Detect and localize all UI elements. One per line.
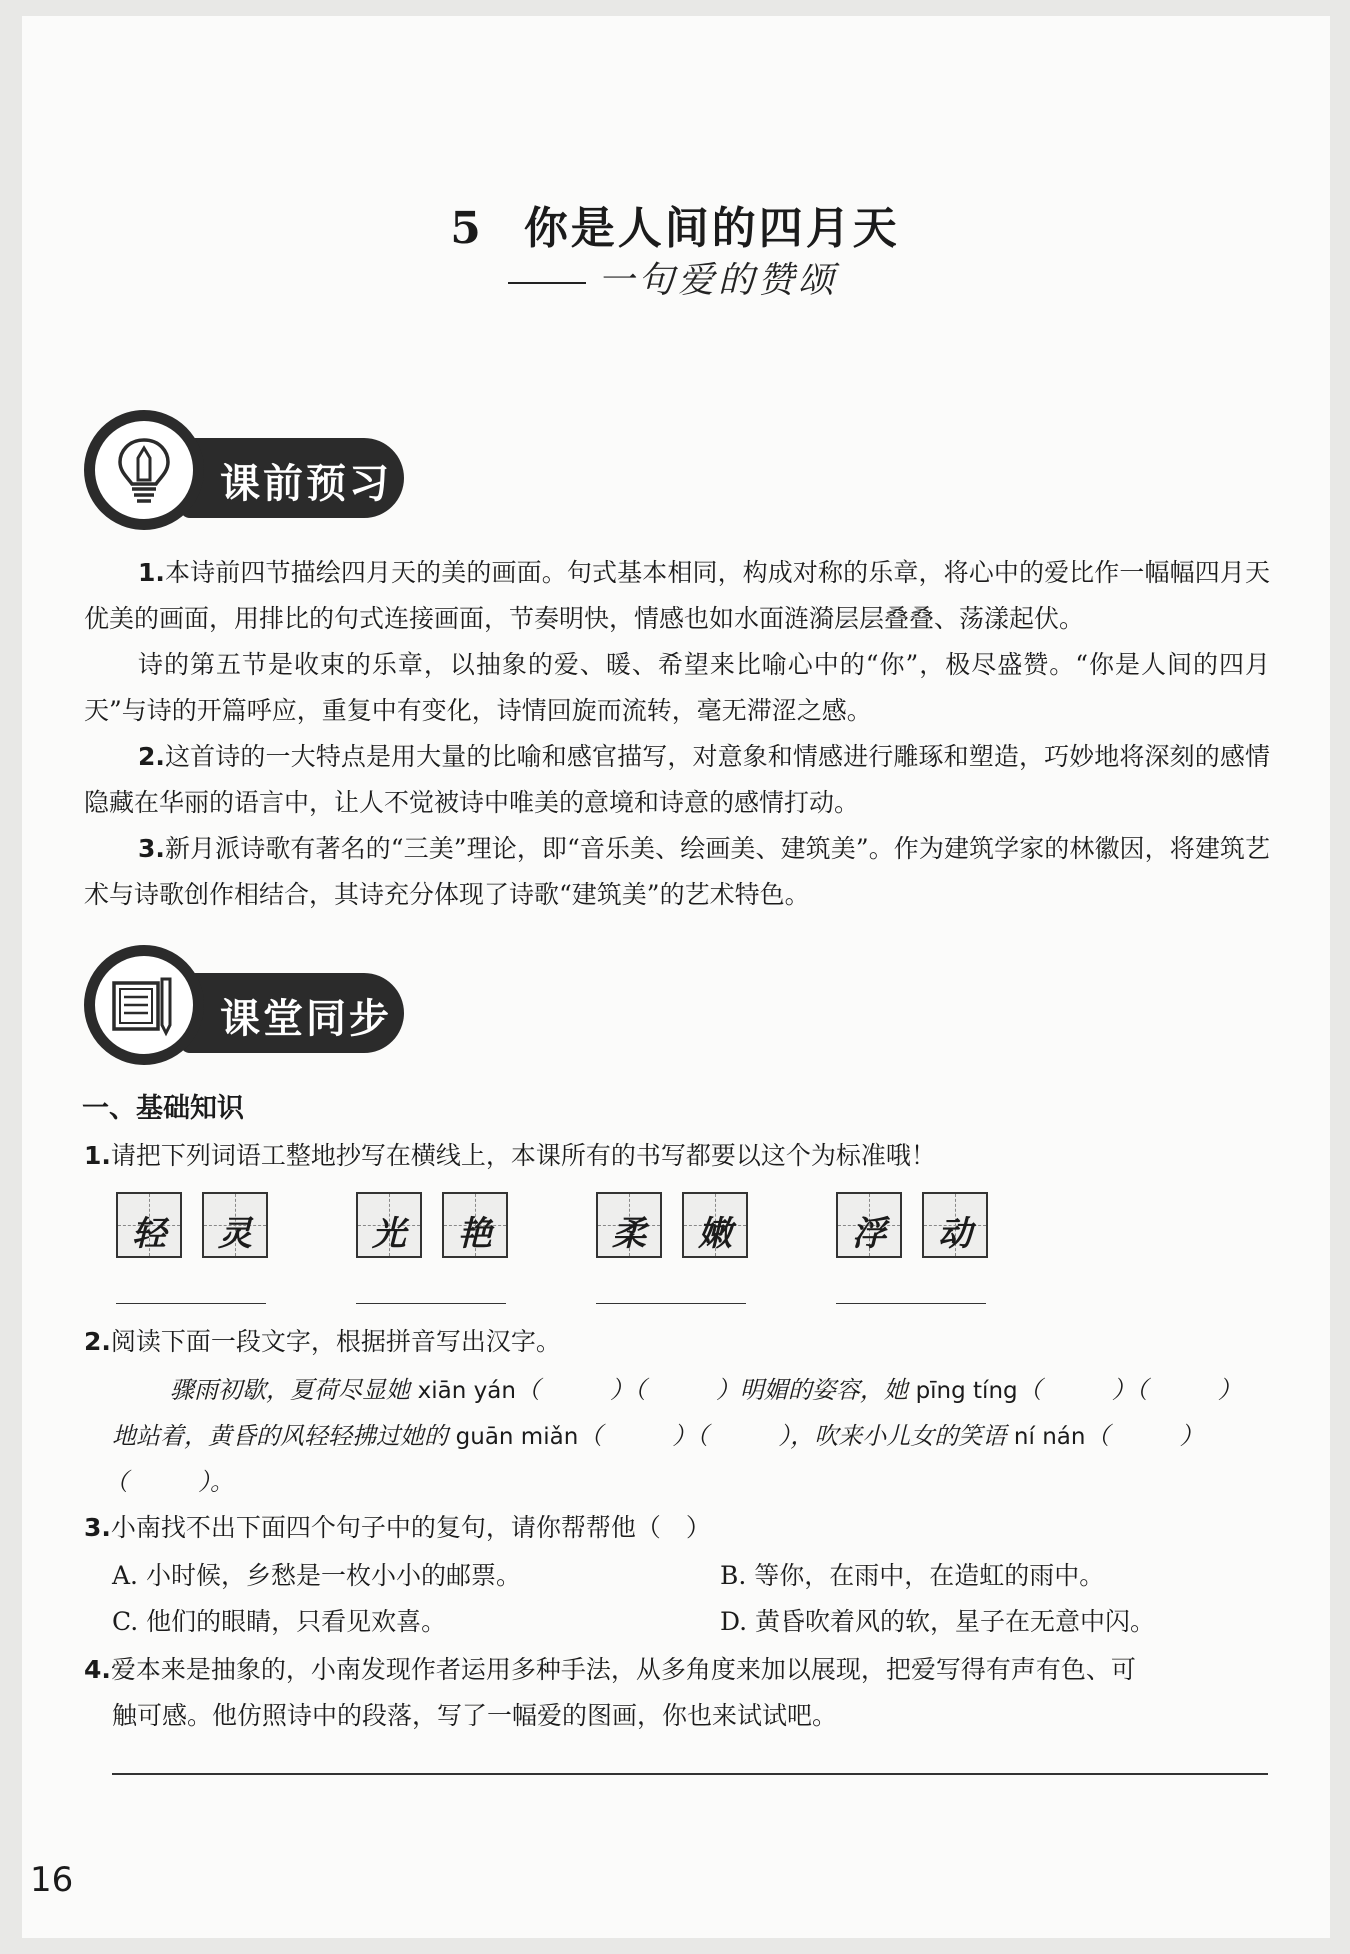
- page-number: 16: [30, 1860, 74, 1900]
- preview-item: [84, 826, 1270, 918]
- pinyin: pīng tíng: [915, 1378, 1018, 1404]
- section-badge-classroom: [84, 945, 404, 1065]
- q2-line-1: 骤雨初歇，夏荷尽显她 xiān yán（ ）（ ）明媚的姿容，她 pīng tíng（ ）（ ）: [170, 1376, 1242, 1404]
- subtitle-dash: [508, 282, 586, 284]
- writing-line[interactable]: [836, 1303, 986, 1304]
- item-number: 2.: [138, 742, 165, 771]
- answer-line[interactable]: [112, 1773, 1268, 1775]
- q2-text: ，吹来小儿女的笑语: [790, 1422, 1007, 1450]
- item-text: 新月派诗歌有著名的“三美”理论，即“音乐美、绘画美、建筑美”。作为建筑学家的林徽因，将建筑艺术与诗歌创作相结合，其诗充分体现了诗歌“建筑美”的艺术特色。: [84, 834, 1270, 909]
- char-box: [356, 1192, 422, 1258]
- preview-text: [84, 550, 1270, 918]
- char: 浮: [852, 1214, 886, 1254]
- char: 光: [372, 1214, 406, 1254]
- question-text: 请把下列词语工整地抄写在横线上，本课所有的书写都要以这个为标准哦！: [110, 1141, 936, 1170]
- question-text: 阅读下面一段文字，根据拼音写出汉字。: [110, 1327, 561, 1356]
- char-box: [116, 1192, 182, 1258]
- option-a[interactable]: A. 小时候，乡愁是一枚小小的邮票。: [112, 1561, 521, 1590]
- q2-line-3: （ ）。: [104, 1468, 234, 1496]
- question-3: [84, 1508, 711, 1544]
- question-4-line-2: 触可感。他仿照诗中的段落，写了一幅爱的图画，你也来试试吧。: [112, 1701, 838, 1730]
- q2-text: 。: [210, 1468, 234, 1496]
- char-box: [202, 1192, 268, 1258]
- preview-item: [84, 550, 1270, 642]
- char: 轻: [132, 1214, 166, 1254]
- item-text: 这首诗的一大特点是用大量的比喻和感官描写，对意象和情感进行雕琢和塑造，巧妙地将深刻的感情隐藏在华丽的语言中，让人不觉被诗中唯美的意境和诗意的感情打动。: [84, 742, 1270, 817]
- char-box: [682, 1192, 748, 1258]
- char: 灵: [218, 1214, 252, 1254]
- lesson-subtitle-text: 一句爱的赞颂: [598, 260, 839, 301]
- option-c[interactable]: C. 他们的眼睛，只看见欢喜。: [112, 1607, 447, 1636]
- writing-line[interactable]: [356, 1303, 506, 1304]
- section-heading: 一、基础知识: [82, 1093, 244, 1124]
- question-number: 4.: [84, 1655, 111, 1684]
- q2-text: 骤雨初歇，夏荷尽显她: [170, 1376, 410, 1404]
- badge-label: 课堂同步: [220, 996, 392, 1042]
- question-4: [84, 1650, 1274, 1686]
- question-2: [84, 1322, 561, 1358]
- pinyin: ní nán: [1013, 1424, 1086, 1450]
- option-b[interactable]: B. 等你，在雨中，在造虹的雨中。: [720, 1561, 1105, 1590]
- badge-label: 课前预习: [220, 461, 392, 507]
- char-box: [922, 1192, 988, 1258]
- q2-text: 地站着，黄昏的风轻轻拂过她的: [112, 1422, 448, 1450]
- question-number: 1.: [84, 1141, 111, 1170]
- section-badge-preview: [84, 410, 404, 530]
- char-box: [442, 1192, 508, 1258]
- char: 柔: [612, 1214, 646, 1254]
- question-text: 爱本来是抽象的，小南发现作者运用多种手法，从多角度来加以展现，把爱写得有声有色、可: [110, 1655, 1136, 1684]
- badge-pill: [180, 438, 404, 518]
- lesson-title: [0, 192, 1350, 256]
- pinyin: guān miǎn: [455, 1424, 579, 1450]
- option-d[interactable]: D. 黄昏吹着风的软，星子在无意中闪。: [720, 1607, 1156, 1636]
- lesson-subtitle: [508, 252, 838, 303]
- question-number: 3.: [84, 1513, 111, 1542]
- badge-pill: [180, 973, 404, 1053]
- char-box: [836, 1192, 902, 1258]
- lightbulb-pencil-icon: [84, 410, 204, 530]
- writing-line[interactable]: [116, 1303, 266, 1304]
- book-pencil-icon: [84, 945, 204, 1065]
- item-text: 本诗前四节描绘四月天的美的画面。句式基本相同，构成对称的乐章，将心中的爱比作一幅幅四月天优美的画面，用排比的句式连接画面，节奏明快，情感也如水面涟漪层层叠叠、荡漾起伏。: [84, 558, 1270, 633]
- writing-line[interactable]: [596, 1303, 746, 1304]
- char: 嫩: [698, 1214, 732, 1254]
- item-number: 3.: [138, 834, 165, 863]
- item-text: 诗的第五节是收束的乐章，以抽象的爱、暖、希望来比喻心中的“你”，极尽盛赞。“你是人间的四月天”与诗的开篇呼应，重复中有变化，诗情回旋而流转，毫无滞涩之感。: [84, 650, 1270, 725]
- char: 艳: [458, 1214, 492, 1254]
- preview-item: [84, 642, 1270, 734]
- question-number: 2.: [84, 1327, 111, 1356]
- q2-text: 明媚的姿容，她: [739, 1376, 908, 1404]
- char-box: [596, 1192, 662, 1258]
- q2-line-2: 地站着，黄昏的风轻轻拂过她的 guān miǎn（ ）（ ），吹来小儿女的笑语 ní nán（ ）: [112, 1422, 1204, 1450]
- lesson-title-text: 你是人间的四月天: [523, 203, 900, 254]
- preview-item: [84, 734, 1270, 826]
- pinyin: xiān yán: [417, 1378, 516, 1404]
- char: 动: [938, 1214, 972, 1254]
- lesson-number: 5: [450, 203, 484, 254]
- question-1: [84, 1136, 936, 1172]
- item-number: 1.: [138, 558, 165, 587]
- question-text: 小南找不出下面四个句子中的复句，请你帮帮他（ ）: [110, 1513, 711, 1542]
